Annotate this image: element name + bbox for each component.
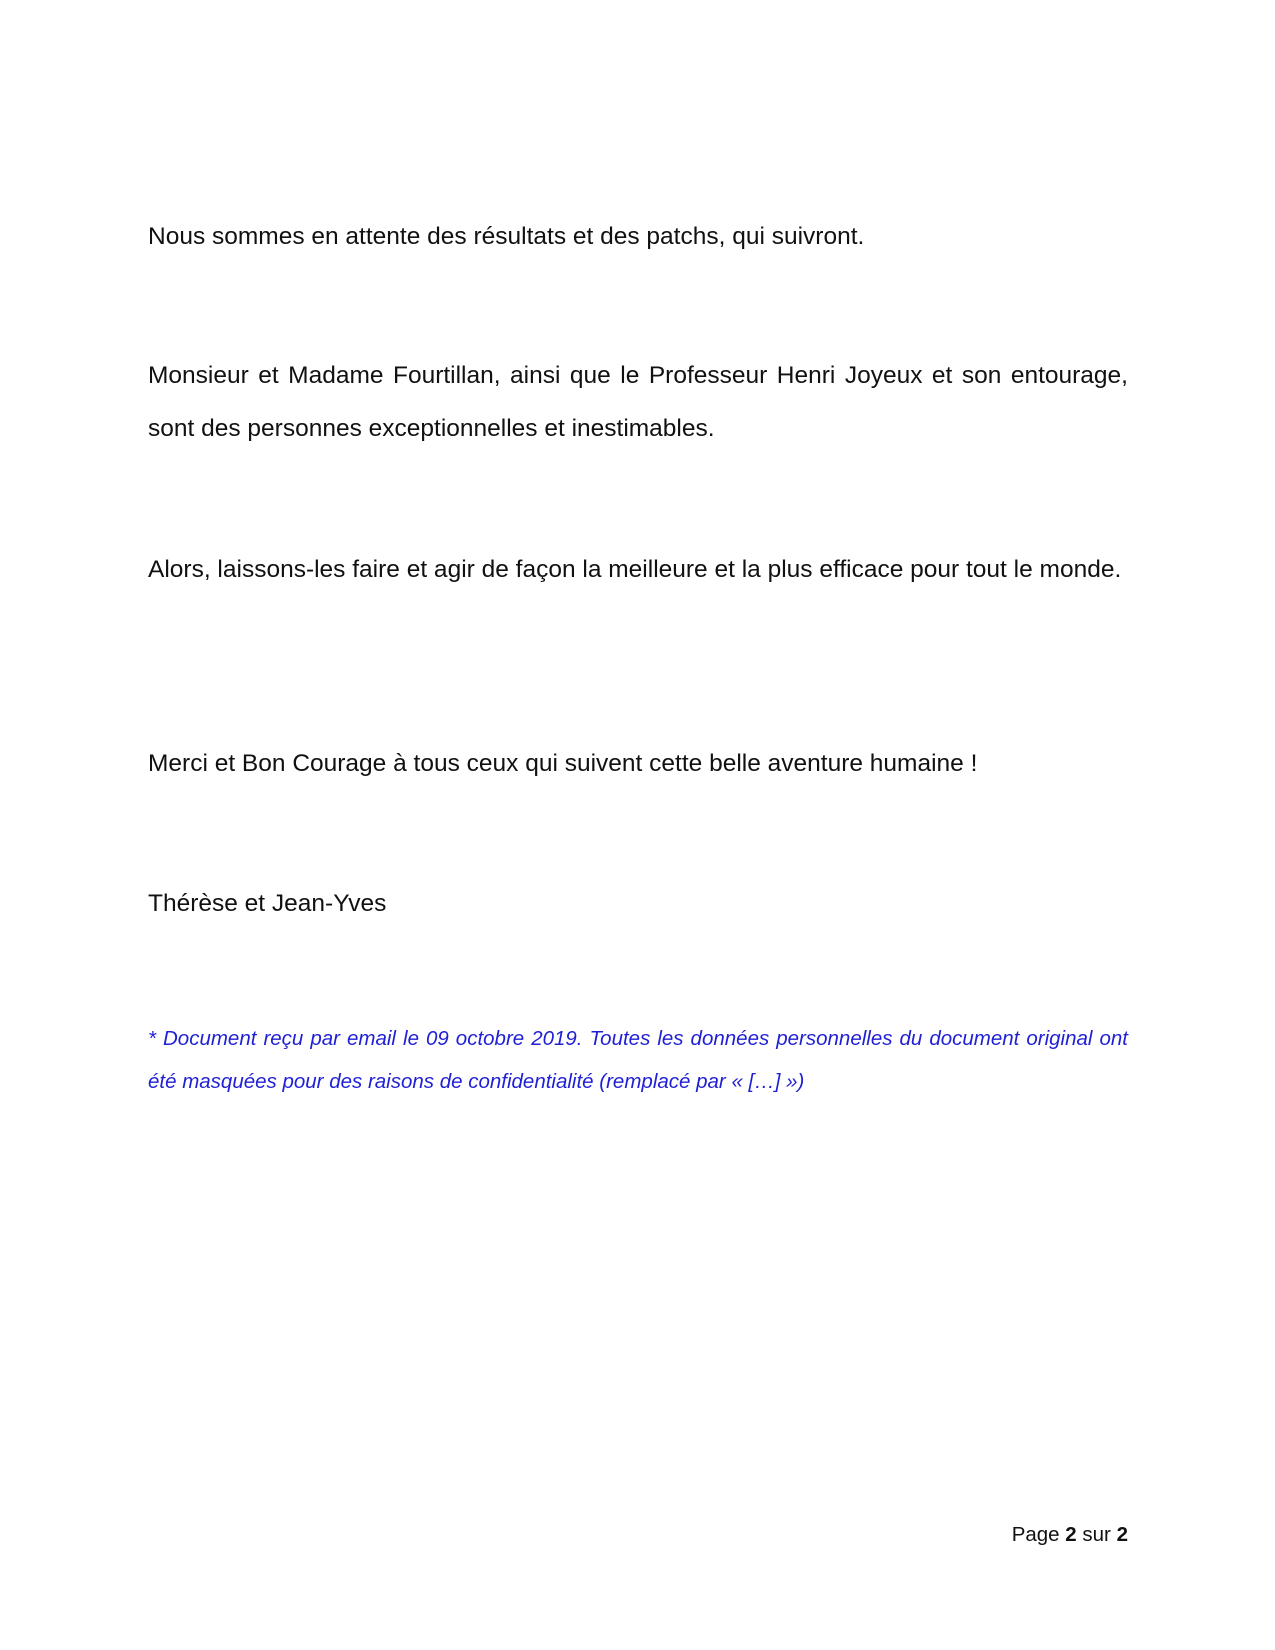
paragraph-praise: Monsieur et Madame Fourtillan, ainsi que le Professeur Henri Joyeux et son entourage, sont des personnes exceptionnelles et inestimables.	[148, 362, 1128, 442]
paragraph-awaiting-results: Nous sommes en attente des résultats et des patchs, qui suivront.	[148, 223, 865, 250]
page-separator: sur	[1082, 1523, 1111, 1546]
page-footer	[1012, 1521, 1128, 1549]
current-page-number: 2	[1065, 1523, 1077, 1546]
paragraph-thanks: Merci et Bon Courage à tous ceux qui suivent cette belle aventure humaine !	[148, 750, 978, 777]
editorial-note: * Document reçu par email le 09 octobre 2019. Toutes les données personnelles du document original ont été masquées pour des raisons de confidentialité (remplacé par « […] »)	[148, 1027, 1128, 1093]
signature: Thérèse et Jean-Yves	[148, 890, 387, 917]
total-pages-number: 2	[1116, 1523, 1128, 1546]
page-label: Page	[1011, 1523, 1060, 1546]
paragraph-let-them-act: Alors, laissons-les faire et agir de façon la meilleure et la plus efficace pour tout le monde.	[148, 556, 1122, 583]
